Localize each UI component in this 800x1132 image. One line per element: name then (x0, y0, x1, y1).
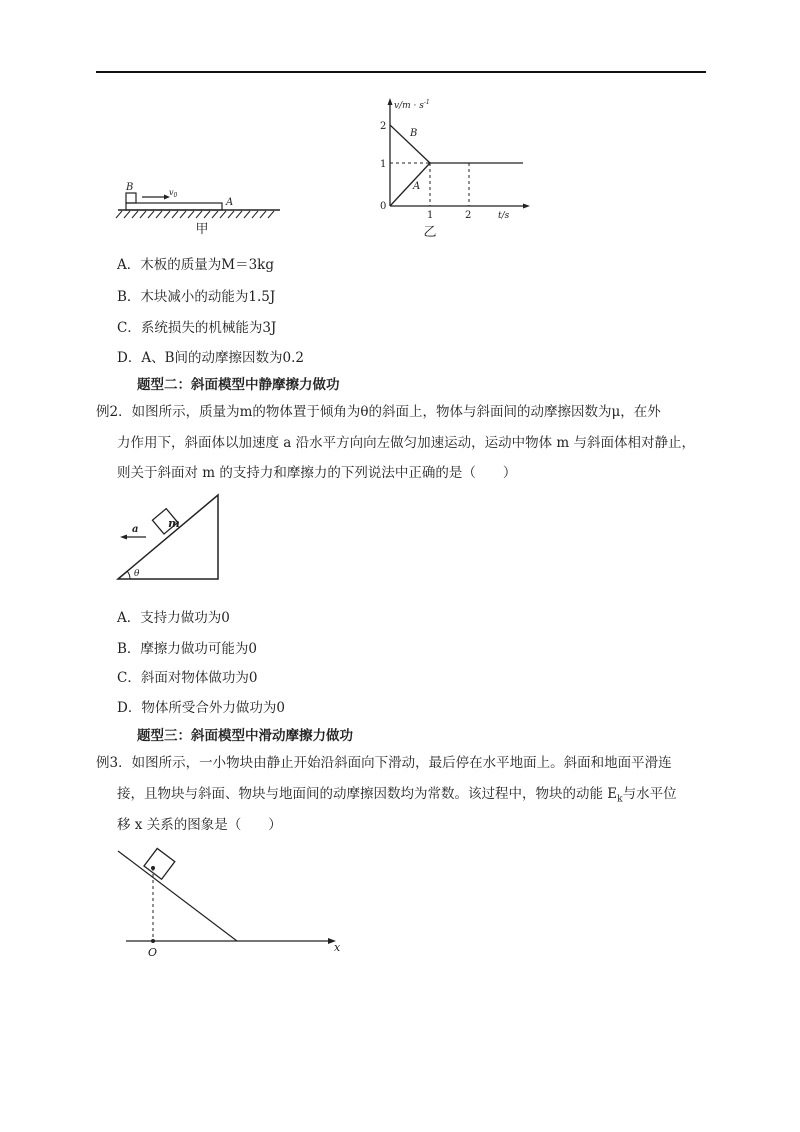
jia-label-B: B (126, 182, 134, 193)
block-B (126, 193, 136, 203)
ex2-line-3: 则关于斜面对 m 的支持力和摩擦力的下列说法中正确的是（ ） (117, 465, 517, 481)
incline-label-a: a (132, 524, 139, 535)
figure-jia (110, 178, 290, 238)
yi-y-tick-0: 0 (380, 201, 387, 212)
incline-label-theta: θ (134, 569, 140, 579)
yi-label-B: B (410, 128, 418, 139)
figure-slide (110, 840, 350, 960)
yi-y-tick-1: 1 (380, 159, 387, 170)
yi-label-A: A (413, 181, 421, 192)
yi-x-axis-label: t/s (498, 211, 510, 221)
jia-caption: 甲 (195, 222, 209, 237)
q2-option-a: A．支持力做功为0 (117, 610, 230, 626)
ex3-line-1: 例3．如图所示，一小物块由静止开始沿斜面向下滑动，最后停在水平地面上。斜面和地面平滑连 (96, 755, 672, 771)
yi-y-tick-2: 2 (380, 121, 387, 132)
header-rule (96, 71, 706, 73)
heading-type-2: 题型二：斜面模型中静摩擦力做功 (137, 377, 340, 393)
jia-label-v0: $v_0$ (169, 188, 178, 199)
yi-y-axis-label: $v/m \cdot s^{-1}$ (394, 99, 430, 111)
yi-caption: 乙 (423, 225, 437, 240)
q1-option-a: A．木板的质量为M＝3kg (117, 257, 274, 273)
q2-option-b: B．摩擦力做功可能为0 (117, 641, 258, 657)
ex3-line-3: 移 x 关系的图象是（ ） (117, 817, 282, 833)
ex3-line-2: 接，且物块与斜面、物块与地面间的动摩擦因数均为常数。该过程中，物块的动能 $E_k$与水平位 (117, 786, 677, 805)
q2-option-c: C．斜面对物体做功为0 (117, 670, 258, 686)
figure-incline (110, 488, 230, 588)
q1-option-c: C．系统损失的机械能为3J (117, 320, 277, 336)
figure-yi (368, 96, 538, 242)
board-A (126, 203, 222, 210)
yi-x-tick-1: 1 (427, 210, 434, 221)
jia-label-A: A (226, 197, 234, 208)
yi-x-tick-2: 2 (465, 210, 472, 221)
yi-line-A (390, 163, 430, 206)
ex2-line-2: 力作用下，斜面体以加速度 a 沿水平方向向左做匀加速运动，运动中物体 m 与斜面体相对静止， (117, 435, 696, 451)
slide-label-x: x (334, 941, 341, 954)
heading-type-3: 题型三：斜面模型中滑动摩擦力做功 (137, 728, 353, 744)
q1-option-d: D．A、B间的动摩擦因数为0.2 (117, 350, 304, 366)
ex2-line-1: 例2．如图所示，质量为m的物体置于倾角为θ的斜面上，物体与斜面间的动摩擦因数为μ，在外 (96, 404, 661, 420)
incline-label-m: m (168, 517, 180, 530)
slide-label-O: O (148, 946, 158, 959)
slide-incline (118, 851, 237, 941)
q2-option-d: D．物体所受合外力做功为0 (117, 700, 285, 716)
q1-option-b: B．木块减小的动能为1.5J (117, 289, 276, 305)
